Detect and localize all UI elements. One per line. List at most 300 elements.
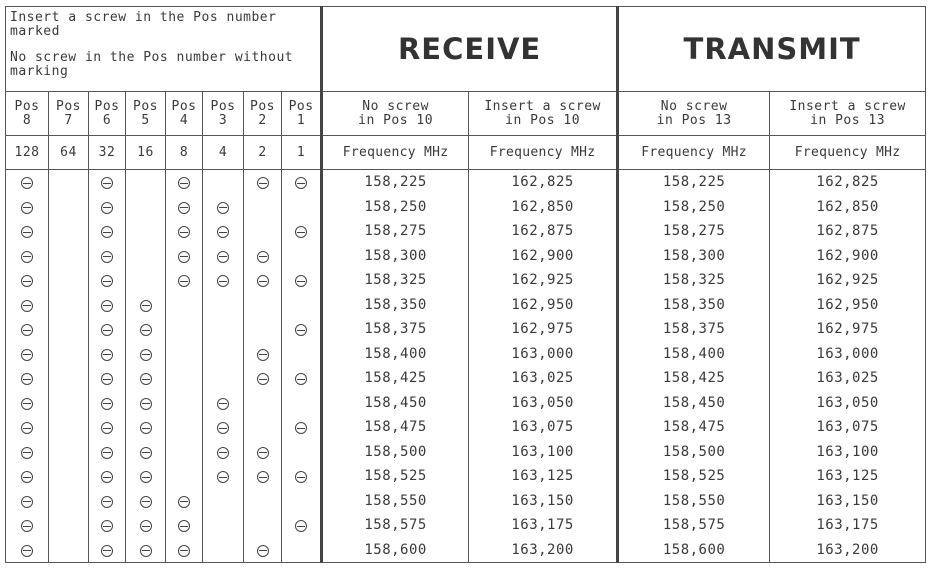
pos-cell-5 bbox=[126, 366, 166, 391]
pos-cell-5 bbox=[126, 513, 166, 538]
pos-cell-1 bbox=[282, 317, 322, 342]
pos-cell-8 bbox=[6, 513, 49, 538]
screw-mark-icon bbox=[101, 520, 113, 532]
screw-mark-icon bbox=[178, 545, 190, 557]
pos-cell-2 bbox=[244, 513, 282, 538]
pos-cell-4 bbox=[166, 391, 203, 416]
table-row bbox=[6, 244, 926, 269]
frequency-value: 163,125 bbox=[469, 464, 618, 489]
table-row bbox=[6, 366, 926, 391]
frequency-value: 163,100 bbox=[469, 440, 618, 465]
pos-cell-4 bbox=[166, 440, 203, 465]
screw-mark-icon bbox=[295, 373, 307, 385]
pos-cell-4 bbox=[166, 464, 203, 489]
instruction-no-mark-line: No screw in the Pos number without marking bbox=[10, 50, 294, 79]
pos-cell-6 bbox=[89, 415, 126, 440]
pos-cell-3 bbox=[203, 317, 244, 342]
pos-cell-7 bbox=[49, 170, 89, 195]
pos-cell-8 bbox=[6, 244, 49, 269]
pos-cell-6 bbox=[89, 489, 126, 514]
pos-header-1 bbox=[282, 92, 322, 136]
pos-cell-8 bbox=[6, 195, 49, 220]
pos-cell-5 bbox=[126, 489, 166, 514]
screw-mark-icon bbox=[178, 275, 190, 287]
screw-mark-icon bbox=[178, 251, 190, 263]
screw-mark-icon bbox=[21, 251, 33, 263]
frequency-value: 163,050 bbox=[469, 391, 618, 416]
frequency-value: 158,225 bbox=[618, 170, 770, 195]
pos-header-label: Pos bbox=[94, 98, 120, 114]
table-row bbox=[6, 391, 926, 416]
frequency-value: 162,975 bbox=[770, 317, 926, 342]
screw-mark-icon bbox=[178, 496, 190, 508]
pos-cell-3 bbox=[203, 244, 244, 269]
pos-weight-6: 32 bbox=[89, 136, 126, 170]
pos-weight-4: 8 bbox=[166, 136, 203, 170]
pos-cell-5 bbox=[126, 244, 166, 269]
screw-mark-icon bbox=[295, 275, 307, 287]
screw-mark-icon bbox=[140, 349, 152, 361]
pos-header-label: Pos bbox=[288, 98, 314, 114]
frequency-value: 158,575 bbox=[322, 513, 469, 538]
screw-mark-icon bbox=[101, 422, 113, 434]
screw-mark-icon bbox=[257, 373, 269, 385]
pos-cell-7 bbox=[49, 195, 89, 220]
screw-mark-icon bbox=[21, 349, 33, 361]
pos-cell-2 bbox=[244, 219, 282, 244]
frequency-value: 163,000 bbox=[469, 342, 618, 367]
pos-cell-8 bbox=[6, 391, 49, 416]
pos-cell-7 bbox=[49, 366, 89, 391]
frequency-value: 163,175 bbox=[770, 513, 926, 538]
pos-cell-7 bbox=[49, 489, 89, 514]
screw-mark-icon bbox=[140, 300, 152, 312]
pos-cell-5 bbox=[126, 195, 166, 220]
screw-mark-icon bbox=[101, 398, 113, 410]
screw-mark-icon bbox=[21, 177, 33, 189]
freq-column-header-4 bbox=[770, 92, 926, 136]
transmit-heading: TRANSMIT bbox=[618, 7, 926, 92]
pos-weight-2: 2 bbox=[244, 136, 282, 170]
frequency-value: 158,450 bbox=[618, 391, 770, 416]
pos-cell-7 bbox=[49, 415, 89, 440]
frequency-value: 162,950 bbox=[770, 293, 926, 318]
frequency-value: 158,500 bbox=[618, 440, 770, 465]
frequency-value: 162,825 bbox=[469, 170, 618, 195]
pos-cell-7 bbox=[49, 219, 89, 244]
pos-cell-1 bbox=[282, 268, 322, 293]
frequency-value: 158,500 bbox=[322, 440, 469, 465]
pos-cell-8 bbox=[6, 415, 49, 440]
freq-header-line2: in Pos 13 bbox=[810, 112, 886, 128]
receive-heading: RECEIVE bbox=[322, 7, 618, 92]
screw-mark-icon bbox=[101, 373, 113, 385]
frequency-value: 158,250 bbox=[322, 195, 469, 220]
frequency-value: 162,950 bbox=[469, 293, 618, 318]
freq-header-line2: in Pos 10 bbox=[358, 112, 434, 128]
pos-cell-7 bbox=[49, 538, 89, 563]
pos-cell-5 bbox=[126, 391, 166, 416]
screw-mark-icon bbox=[21, 422, 33, 434]
frequency-value: 158,275 bbox=[322, 219, 469, 244]
pos-cell-1 bbox=[282, 489, 322, 514]
pos-cell-6 bbox=[89, 244, 126, 269]
pos-cell-2 bbox=[244, 244, 282, 269]
pos-cell-4 bbox=[166, 513, 203, 538]
pos-cell-3 bbox=[203, 268, 244, 293]
frequency-value: 163,200 bbox=[469, 538, 618, 563]
frequency-value: 158,425 bbox=[618, 366, 770, 391]
pos-cell-8 bbox=[6, 366, 49, 391]
screw-mark-icon bbox=[101, 496, 113, 508]
pos-cell-6 bbox=[89, 366, 126, 391]
pos-header-5 bbox=[126, 92, 166, 136]
screw-mark-icon bbox=[21, 496, 33, 508]
pos-weight-7: 64 bbox=[49, 136, 89, 170]
pos-cell-1 bbox=[282, 293, 322, 318]
pos-cell-5 bbox=[126, 293, 166, 318]
pos-cell-1 bbox=[282, 366, 322, 391]
frequency-value: 163,025 bbox=[770, 366, 926, 391]
screw-mark-icon bbox=[21, 226, 33, 238]
screw-mark-icon bbox=[178, 520, 190, 532]
screw-mark-icon bbox=[257, 349, 269, 361]
pos-cell-6 bbox=[89, 342, 126, 367]
frequency-value: 158,475 bbox=[618, 415, 770, 440]
pos-cell-1 bbox=[282, 513, 322, 538]
frequency-value: 158,375 bbox=[618, 317, 770, 342]
pos-cell-4 bbox=[166, 195, 203, 220]
pos-cell-3 bbox=[203, 219, 244, 244]
pos-cell-3 bbox=[203, 464, 244, 489]
frequency-value: 158,325 bbox=[618, 268, 770, 293]
screw-mark-icon bbox=[217, 422, 229, 434]
pos-header-2 bbox=[244, 92, 282, 136]
pos-header-number: 6 bbox=[102, 112, 112, 128]
instruction-mark-line: Insert a screw in the Pos number marked bbox=[10, 10, 277, 39]
screw-mark-icon bbox=[178, 177, 190, 189]
pos-cell-7 bbox=[49, 317, 89, 342]
frequency-value: 158,525 bbox=[618, 464, 770, 489]
table-row bbox=[6, 489, 926, 514]
frequency-value: 158,450 bbox=[322, 391, 469, 416]
table-row bbox=[6, 268, 926, 293]
pos-cell-3 bbox=[203, 293, 244, 318]
frequency-value: 158,475 bbox=[322, 415, 469, 440]
pos-header-number: 2 bbox=[258, 112, 267, 128]
pos-cell-1 bbox=[282, 244, 322, 269]
pos-cell-3 bbox=[203, 415, 244, 440]
pos-cell-3 bbox=[203, 366, 244, 391]
freq-column-header-3 bbox=[618, 92, 770, 136]
pos-header-number: 4 bbox=[179, 112, 189, 128]
pos-header-number: 3 bbox=[218, 112, 228, 128]
table-row bbox=[6, 317, 926, 342]
pos-header-label: Pos bbox=[250, 98, 275, 114]
frequency-value: 158,575 bbox=[618, 513, 770, 538]
pos-cell-2 bbox=[244, 268, 282, 293]
pos-cell-6 bbox=[89, 293, 126, 318]
frequency-mhz-label: Frequency MHz bbox=[770, 136, 926, 170]
pos-cell-6 bbox=[89, 440, 126, 465]
screw-mark-icon bbox=[21, 300, 33, 312]
freq-column-header-1 bbox=[322, 92, 469, 136]
table-row bbox=[6, 342, 926, 367]
frequency-value: 162,975 bbox=[469, 317, 618, 342]
frequency-value: 163,100 bbox=[770, 440, 926, 465]
pos-cell-2 bbox=[244, 415, 282, 440]
screw-mark-icon bbox=[101, 226, 113, 238]
freq-header-line1: Insert a screw bbox=[484, 98, 601, 114]
screw-mark-icon bbox=[257, 251, 269, 263]
pos-cell-5 bbox=[126, 317, 166, 342]
pos-header-number: 7 bbox=[64, 112, 73, 128]
instruction-note bbox=[6, 7, 322, 92]
table-row bbox=[6, 513, 926, 538]
frequency-value: 158,300 bbox=[322, 244, 469, 269]
frequency-value: 158,275 bbox=[618, 219, 770, 244]
pos-cell-2 bbox=[244, 342, 282, 367]
pos-cell-2 bbox=[244, 464, 282, 489]
pos-cell-1 bbox=[282, 391, 322, 416]
screw-mark-icon bbox=[257, 471, 269, 483]
pos-cell-3 bbox=[203, 342, 244, 367]
pos-cell-4 bbox=[166, 170, 203, 195]
screw-mark-icon bbox=[21, 275, 33, 287]
screw-mark-icon bbox=[101, 275, 113, 287]
screw-mark-icon bbox=[257, 177, 269, 189]
frequency-value: 163,200 bbox=[770, 538, 926, 563]
screw-mark-icon bbox=[295, 520, 307, 532]
table-row bbox=[6, 464, 926, 489]
frequency-programming-table bbox=[5, 6, 926, 563]
frequency-value: 158,375 bbox=[322, 317, 469, 342]
screw-mark-icon bbox=[101, 471, 113, 483]
screw-mark-icon bbox=[178, 226, 190, 238]
screw-mark-icon bbox=[101, 177, 113, 189]
screw-mark-icon bbox=[101, 324, 113, 336]
pos-cell-3 bbox=[203, 489, 244, 514]
table-row bbox=[6, 219, 926, 244]
pos-header-4 bbox=[166, 92, 203, 136]
screw-mark-icon bbox=[21, 398, 33, 410]
screw-mark-icon bbox=[295, 471, 307, 483]
frequency-value: 158,600 bbox=[322, 538, 469, 563]
pos-cell-3 bbox=[203, 170, 244, 195]
frequency-value: 163,075 bbox=[469, 415, 618, 440]
screw-mark-icon bbox=[140, 545, 152, 557]
frequency-value: 158,525 bbox=[322, 464, 469, 489]
pos-cell-6 bbox=[89, 219, 126, 244]
pos-cell-6 bbox=[89, 317, 126, 342]
pos-cell-6 bbox=[89, 538, 126, 563]
pos-cell-2 bbox=[244, 366, 282, 391]
pos-cell-3 bbox=[203, 440, 244, 465]
pos-cell-5 bbox=[126, 342, 166, 367]
screw-mark-icon bbox=[217, 471, 229, 483]
pos-cell-4 bbox=[166, 415, 203, 440]
pos-cell-4 bbox=[166, 268, 203, 293]
pos-cell-4 bbox=[166, 366, 203, 391]
pos-cell-1 bbox=[282, 538, 322, 563]
frequency-value: 158,400 bbox=[322, 342, 469, 367]
pos-cell-1 bbox=[282, 170, 322, 195]
frequency-value: 163,075 bbox=[770, 415, 926, 440]
pos-header-label: Pos bbox=[133, 98, 158, 114]
screw-mark-icon bbox=[295, 177, 307, 189]
screw-mark-icon bbox=[21, 373, 33, 385]
screw-mark-icon bbox=[257, 275, 269, 287]
frequency-value: 158,250 bbox=[618, 195, 770, 220]
pos-cell-4 bbox=[166, 342, 203, 367]
frequency-value: 163,150 bbox=[469, 489, 618, 514]
frequency-value: 158,350 bbox=[618, 293, 770, 318]
frequency-value: 158,225 bbox=[322, 170, 469, 195]
screw-mark-icon bbox=[140, 496, 152, 508]
screw-mark-icon bbox=[257, 545, 269, 557]
pos-header-number: 5 bbox=[141, 112, 150, 128]
pos-cell-2 bbox=[244, 489, 282, 514]
pos-header-label: Pos bbox=[56, 98, 81, 114]
pos-cell-7 bbox=[49, 440, 89, 465]
pos-cell-5 bbox=[126, 538, 166, 563]
table-row bbox=[6, 170, 926, 195]
frequency-value: 162,925 bbox=[469, 268, 618, 293]
frequency-value: 162,825 bbox=[770, 170, 926, 195]
frequency-value: 162,875 bbox=[469, 219, 618, 244]
screw-mark-icon bbox=[295, 226, 307, 238]
frequency-value: 162,925 bbox=[770, 268, 926, 293]
screw-mark-icon bbox=[21, 520, 33, 532]
position-header-row bbox=[6, 92, 926, 136]
screw-mark-icon bbox=[101, 202, 113, 214]
frequency-value: 158,400 bbox=[618, 342, 770, 367]
pos-cell-8 bbox=[6, 538, 49, 563]
pos-cell-6 bbox=[89, 195, 126, 220]
freq-header-line1: Insert a screw bbox=[789, 98, 906, 114]
pos-cell-2 bbox=[244, 391, 282, 416]
freq-header-line1: No screw bbox=[362, 98, 429, 114]
screw-mark-icon bbox=[101, 545, 113, 557]
pos-cell-8 bbox=[6, 342, 49, 367]
pos-cell-3 bbox=[203, 195, 244, 220]
pos-header-label: Pos bbox=[171, 98, 197, 114]
pos-cell-6 bbox=[89, 391, 126, 416]
pos-cell-2 bbox=[244, 538, 282, 563]
pos-cell-1 bbox=[282, 440, 322, 465]
screw-mark-icon bbox=[140, 373, 152, 385]
pos-cell-8 bbox=[6, 440, 49, 465]
pos-cell-4 bbox=[166, 538, 203, 563]
pos-cell-8 bbox=[6, 170, 49, 195]
screw-mark-icon bbox=[21, 447, 33, 459]
pos-cell-8 bbox=[6, 293, 49, 318]
frequency-mhz-label: Frequency MHz bbox=[618, 136, 770, 170]
pos-cell-3 bbox=[203, 513, 244, 538]
freq-header-line2: in Pos 10 bbox=[505, 112, 581, 128]
pos-header-6 bbox=[89, 92, 126, 136]
pos-cell-4 bbox=[166, 244, 203, 269]
pos-cell-4 bbox=[166, 317, 203, 342]
pos-weight-3: 4 bbox=[203, 136, 244, 170]
pos-cell-1 bbox=[282, 464, 322, 489]
frequency-value: 163,150 bbox=[770, 489, 926, 514]
screw-mark-icon bbox=[140, 398, 152, 410]
pos-cell-7 bbox=[49, 342, 89, 367]
pos-header-number: 8 bbox=[22, 112, 32, 128]
frequency-value: 163,175 bbox=[469, 513, 618, 538]
pos-cell-7 bbox=[49, 513, 89, 538]
pos-cell-5 bbox=[126, 219, 166, 244]
frequency-value: 158,425 bbox=[322, 366, 469, 391]
screw-mark-icon bbox=[101, 447, 113, 459]
pos-cell-7 bbox=[49, 268, 89, 293]
freq-column-header-2 bbox=[469, 92, 618, 136]
screw-mark-icon bbox=[101, 300, 113, 312]
frequency-value: 162,875 bbox=[770, 219, 926, 244]
pos-cell-3 bbox=[203, 538, 244, 563]
frequency-mhz-label: Frequency MHz bbox=[322, 136, 469, 170]
pos-weight-8: 128 bbox=[6, 136, 49, 170]
pos-cell-6 bbox=[89, 268, 126, 293]
screw-mark-icon bbox=[101, 349, 113, 361]
table-row bbox=[6, 195, 926, 220]
pos-cell-7 bbox=[49, 391, 89, 416]
screw-mark-icon bbox=[295, 422, 307, 434]
screw-mark-icon bbox=[217, 275, 229, 287]
pos-header-number: 1 bbox=[296, 112, 306, 128]
screw-mark-icon bbox=[217, 398, 229, 410]
pos-cell-2 bbox=[244, 317, 282, 342]
screw-mark-icon bbox=[21, 545, 33, 557]
pos-cell-1 bbox=[282, 415, 322, 440]
pos-cell-5 bbox=[126, 440, 166, 465]
frequency-value: 158,600 bbox=[618, 538, 770, 563]
pos-cell-2 bbox=[244, 440, 282, 465]
pos-cell-7 bbox=[49, 293, 89, 318]
freq-header-line1: No screw bbox=[660, 98, 728, 114]
pos-cell-4 bbox=[166, 489, 203, 514]
pos-cell-6 bbox=[89, 464, 126, 489]
screw-mark-icon bbox=[21, 471, 33, 483]
freq-header-line2: in Pos 13 bbox=[656, 112, 732, 128]
pos-cell-7 bbox=[49, 464, 89, 489]
pos-header-label: Pos bbox=[14, 98, 40, 114]
screw-mark-icon bbox=[140, 520, 152, 532]
pos-header-3 bbox=[203, 92, 244, 136]
screw-mark-icon bbox=[178, 202, 190, 214]
pos-header-label: Pos bbox=[210, 98, 236, 114]
screw-mark-icon bbox=[140, 422, 152, 434]
pos-cell-2 bbox=[244, 293, 282, 318]
frequency-value: 163,025 bbox=[469, 366, 618, 391]
frequency-programming-table-sheet bbox=[5, 6, 925, 580]
pos-cell-8 bbox=[6, 268, 49, 293]
pos-cell-6 bbox=[89, 170, 126, 195]
pos-cell-7 bbox=[49, 244, 89, 269]
table-row bbox=[6, 415, 926, 440]
pos-cell-4 bbox=[166, 293, 203, 318]
table-row bbox=[6, 538, 926, 563]
screw-mark-icon bbox=[21, 202, 33, 214]
frequency-rows bbox=[6, 170, 926, 563]
frequency-value: 163,125 bbox=[770, 464, 926, 489]
frequency-value: 162,850 bbox=[770, 195, 926, 220]
pos-cell-5 bbox=[126, 170, 166, 195]
pos-cell-4 bbox=[166, 219, 203, 244]
pos-cell-5 bbox=[126, 415, 166, 440]
screw-mark-icon bbox=[295, 324, 307, 336]
